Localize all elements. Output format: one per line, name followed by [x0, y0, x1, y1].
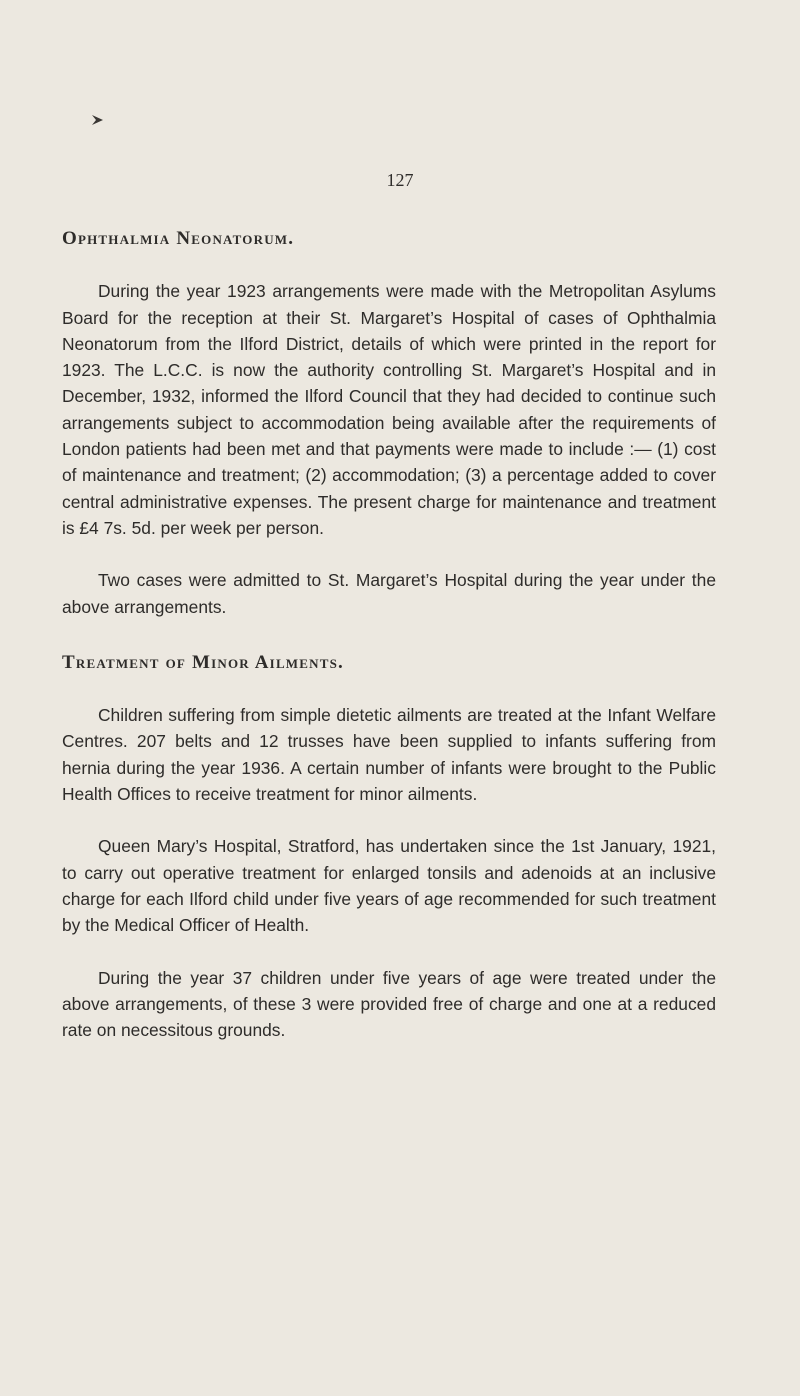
paragraph: Two cases were admitted to St. Margaret’s Hospital during the year under the above arrangements.	[62, 570, 716, 617]
page-corner-mark	[90, 112, 106, 128]
paragraph: During the year 1923 arrangements were made with the Metropolitan Asylums Board for the reception at their St. Margaret’s Hospital of cases of Ophthalmia Neonatorum from the Ilford District, details of which were printed in the report for 1923. The L.C.C. is now the authority controlling St. Margaret’s Hospital and in December, 1932, informed the Ilford Council that they had decided to continue such arrangements subject to accommodation being available after the requirements of London patients had been met and that payments were made to include :— (1) cost of maintenance and treatment; (2) accommodation; (3) a percentage added to cover central administrative expenses. The present charge for maintenance and treatment is £4 7s. 5d. per week per person.	[62, 281, 716, 538]
page-number: 127	[386, 170, 414, 190]
section-heading-ophthalmia: Ophthalmia Neonatorum.	[62, 228, 295, 249]
paragraph: During the year 37 children under five years of age were treated under the above arrangements, of these 3 were provided free of charge and one at a reduced rate on necessitous grounds.	[62, 967, 716, 1041]
document-body	[62, 226, 716, 1043]
paragraph: Children suffering from simple dietetic ailments are treated at the Infant Welfare Centres. 207 belts and 12 trusses have been supplied to infants suffering from hernia during the year 1936. A certain number of infants were brought to the Public Health Offices to receive treatment for minor ailments.	[62, 705, 716, 805]
paragraph: Queen Mary’s Hospital, Stratford, has undertaken since the 1st January, 1921, to carry out operative treatment for enlarged tonsils and adenoids at an inclusive charge for each Ilford child under five years of age recommended for such treatment by the Medical Officer of Health.	[62, 836, 716, 936]
section-heading-minor-ailments: Treatment of Minor Ailments.	[62, 651, 344, 673]
